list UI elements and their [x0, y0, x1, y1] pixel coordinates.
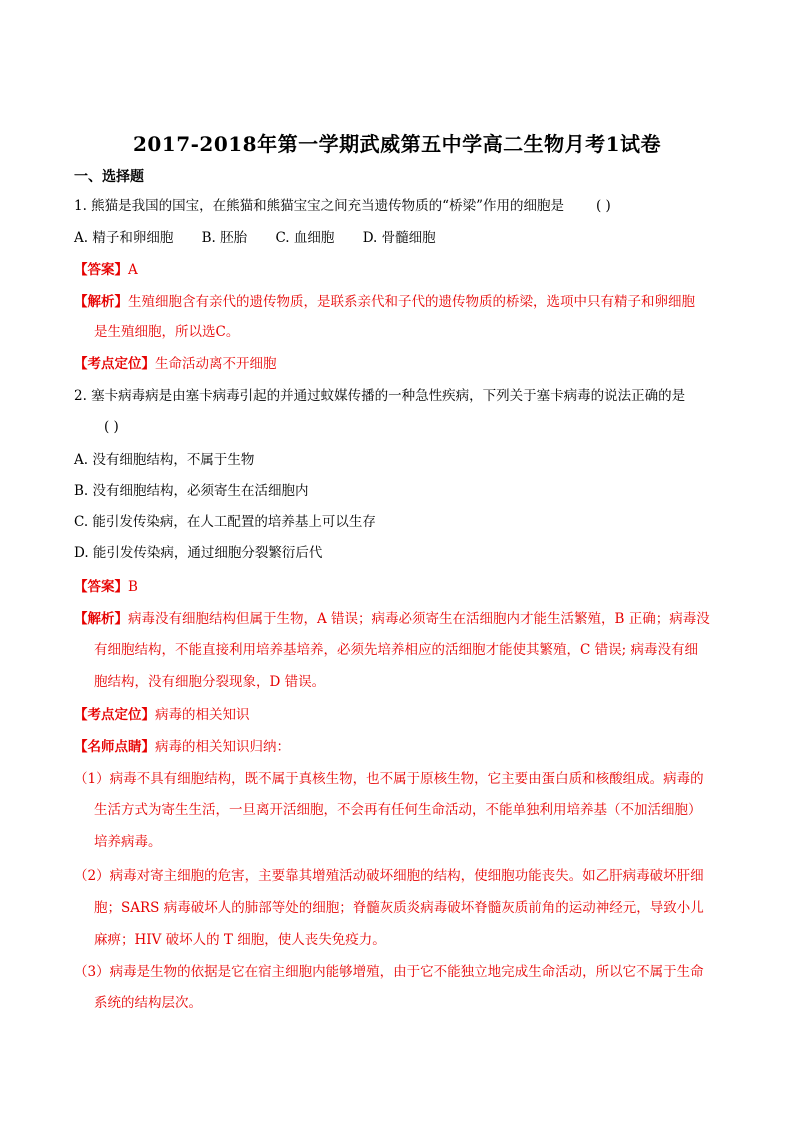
question-1-stem	[74, 196, 611, 216]
question-1-analysis	[74, 292, 695, 312]
note-3-line-2: 系统的结构层次。	[94, 995, 202, 1011]
kp-text: 病毒的相关知识	[155, 707, 250, 723]
kp-label: 【考点定位】	[74, 707, 155, 723]
page-title: 2017-2018年第一学期武威第五中学高二生物月考1试卷	[132, 132, 662, 156]
question-1-text: 1. 熊猫是我国的国宝，在熊猫和熊猫宝宝之间充当遗传物质的“桥梁”作用的细胞是	[74, 198, 564, 214]
note-1-line-1: （1）病毒不具有细胞结构，既不属于真核生物，也不属于原核生物，它主要由蛋白质和核酸组成。病毒的	[74, 771, 704, 787]
question-2-tip	[74, 737, 290, 757]
option-a: A. 没有细胞结构，不属于生物	[74, 452, 255, 468]
option-c: C. 能引发传染病，在人工配置的培养基上可以生存	[74, 514, 376, 530]
question-1-knowledge-point	[74, 354, 277, 374]
question-1-options	[74, 228, 460, 248]
note-2-line-2: 胞；SARS 病毒破坏人的肺部等处的细胞；脊髓灰质炎病毒破坏脊髓灰质前角的运动神经元，导致小儿	[94, 900, 704, 916]
answer-value: A	[128, 262, 138, 278]
tip-label: 【名师点睛】	[74, 739, 155, 755]
analysis-text: 病毒没有细胞结构但属于生物，A 错误；病毒必须寄生在活细胞内才能生活繁殖，B 正确；病毒没	[128, 611, 710, 627]
question-2-answer	[74, 577, 138, 597]
answer-label: 【答案】	[74, 579, 128, 595]
option-c: C. 血细胞	[275, 230, 335, 246]
option-b: B. 没有细胞结构，必须寄生在活细胞内	[74, 483, 309, 499]
question-2-stem: 2. 塞卡病毒病是由塞卡病毒引起的并通过蚊媒传播的一种急性疾病，下列关于塞卡病毒的说法正确的是	[74, 388, 686, 404]
analysis-label: 【解析】	[74, 611, 128, 627]
analysis-label: 【解析】	[74, 294, 128, 310]
question-1-paren: ( )	[595, 198, 611, 214]
analysis-text: 生殖细胞含有亲代的遗传物质，是联系亲代和子代的遗传物质的桥梁，选项中只有精子和卵细胞	[128, 294, 695, 310]
tip-text: 病毒的相关知识归纳：	[155, 739, 290, 755]
question-2-paren: ( )	[104, 419, 119, 435]
note-2-line-3: 麻痹；HIV 破坏人的 T 细胞，使人丧失免疫力。	[94, 932, 386, 948]
section-heading: 一、选择题	[74, 169, 144, 185]
note-1-line-3: 培养病毒。	[94, 834, 162, 850]
analysis-text-cont: 胞结构，没有细胞分裂现象，D 错误。	[94, 674, 326, 690]
kp-label: 【考点定位】	[74, 356, 155, 372]
kp-text: 生命活动离不开细胞	[155, 356, 277, 372]
option-d: D. 能引发传染病，通过细胞分裂繁衍后代	[74, 545, 323, 561]
question-1-answer	[74, 260, 138, 280]
note-3-line-1: （3）病毒是生物的依据是它在宿主细胞内能够增殖，由于它不能独立地完成生命活动，所以它不属于生命	[74, 964, 704, 980]
note-1-line-2: 生活方式为寄生生活，一旦离开活细胞，不会再有任何生命活动，不能单独利用培养基（不加活细胞）	[94, 802, 702, 818]
note-2-line-1: （2）病毒对寄主细胞的危害，主要靠其增殖活动破坏细胞的结构，使细胞功能丧失。如乙肝病毒破坏肝细	[74, 868, 704, 884]
option-b: B. 胚胎	[201, 230, 248, 246]
question-2-knowledge-point	[74, 705, 250, 725]
question-2-analysis	[74, 609, 710, 629]
option-a: A. 精子和卵细胞	[74, 230, 174, 246]
analysis-text-cont: 有细胞结构，不能直接利用培养基培养，必须先培养相应的活细胞才能使其繁殖，C 错误; 病毒没有细	[94, 642, 698, 658]
answer-label: 【答案】	[74, 262, 128, 278]
analysis-text-cont: 是生殖细胞，所以选C。	[94, 324, 240, 340]
option-d: D. 骨髓细胞	[362, 230, 436, 246]
answer-value: B	[128, 579, 138, 595]
